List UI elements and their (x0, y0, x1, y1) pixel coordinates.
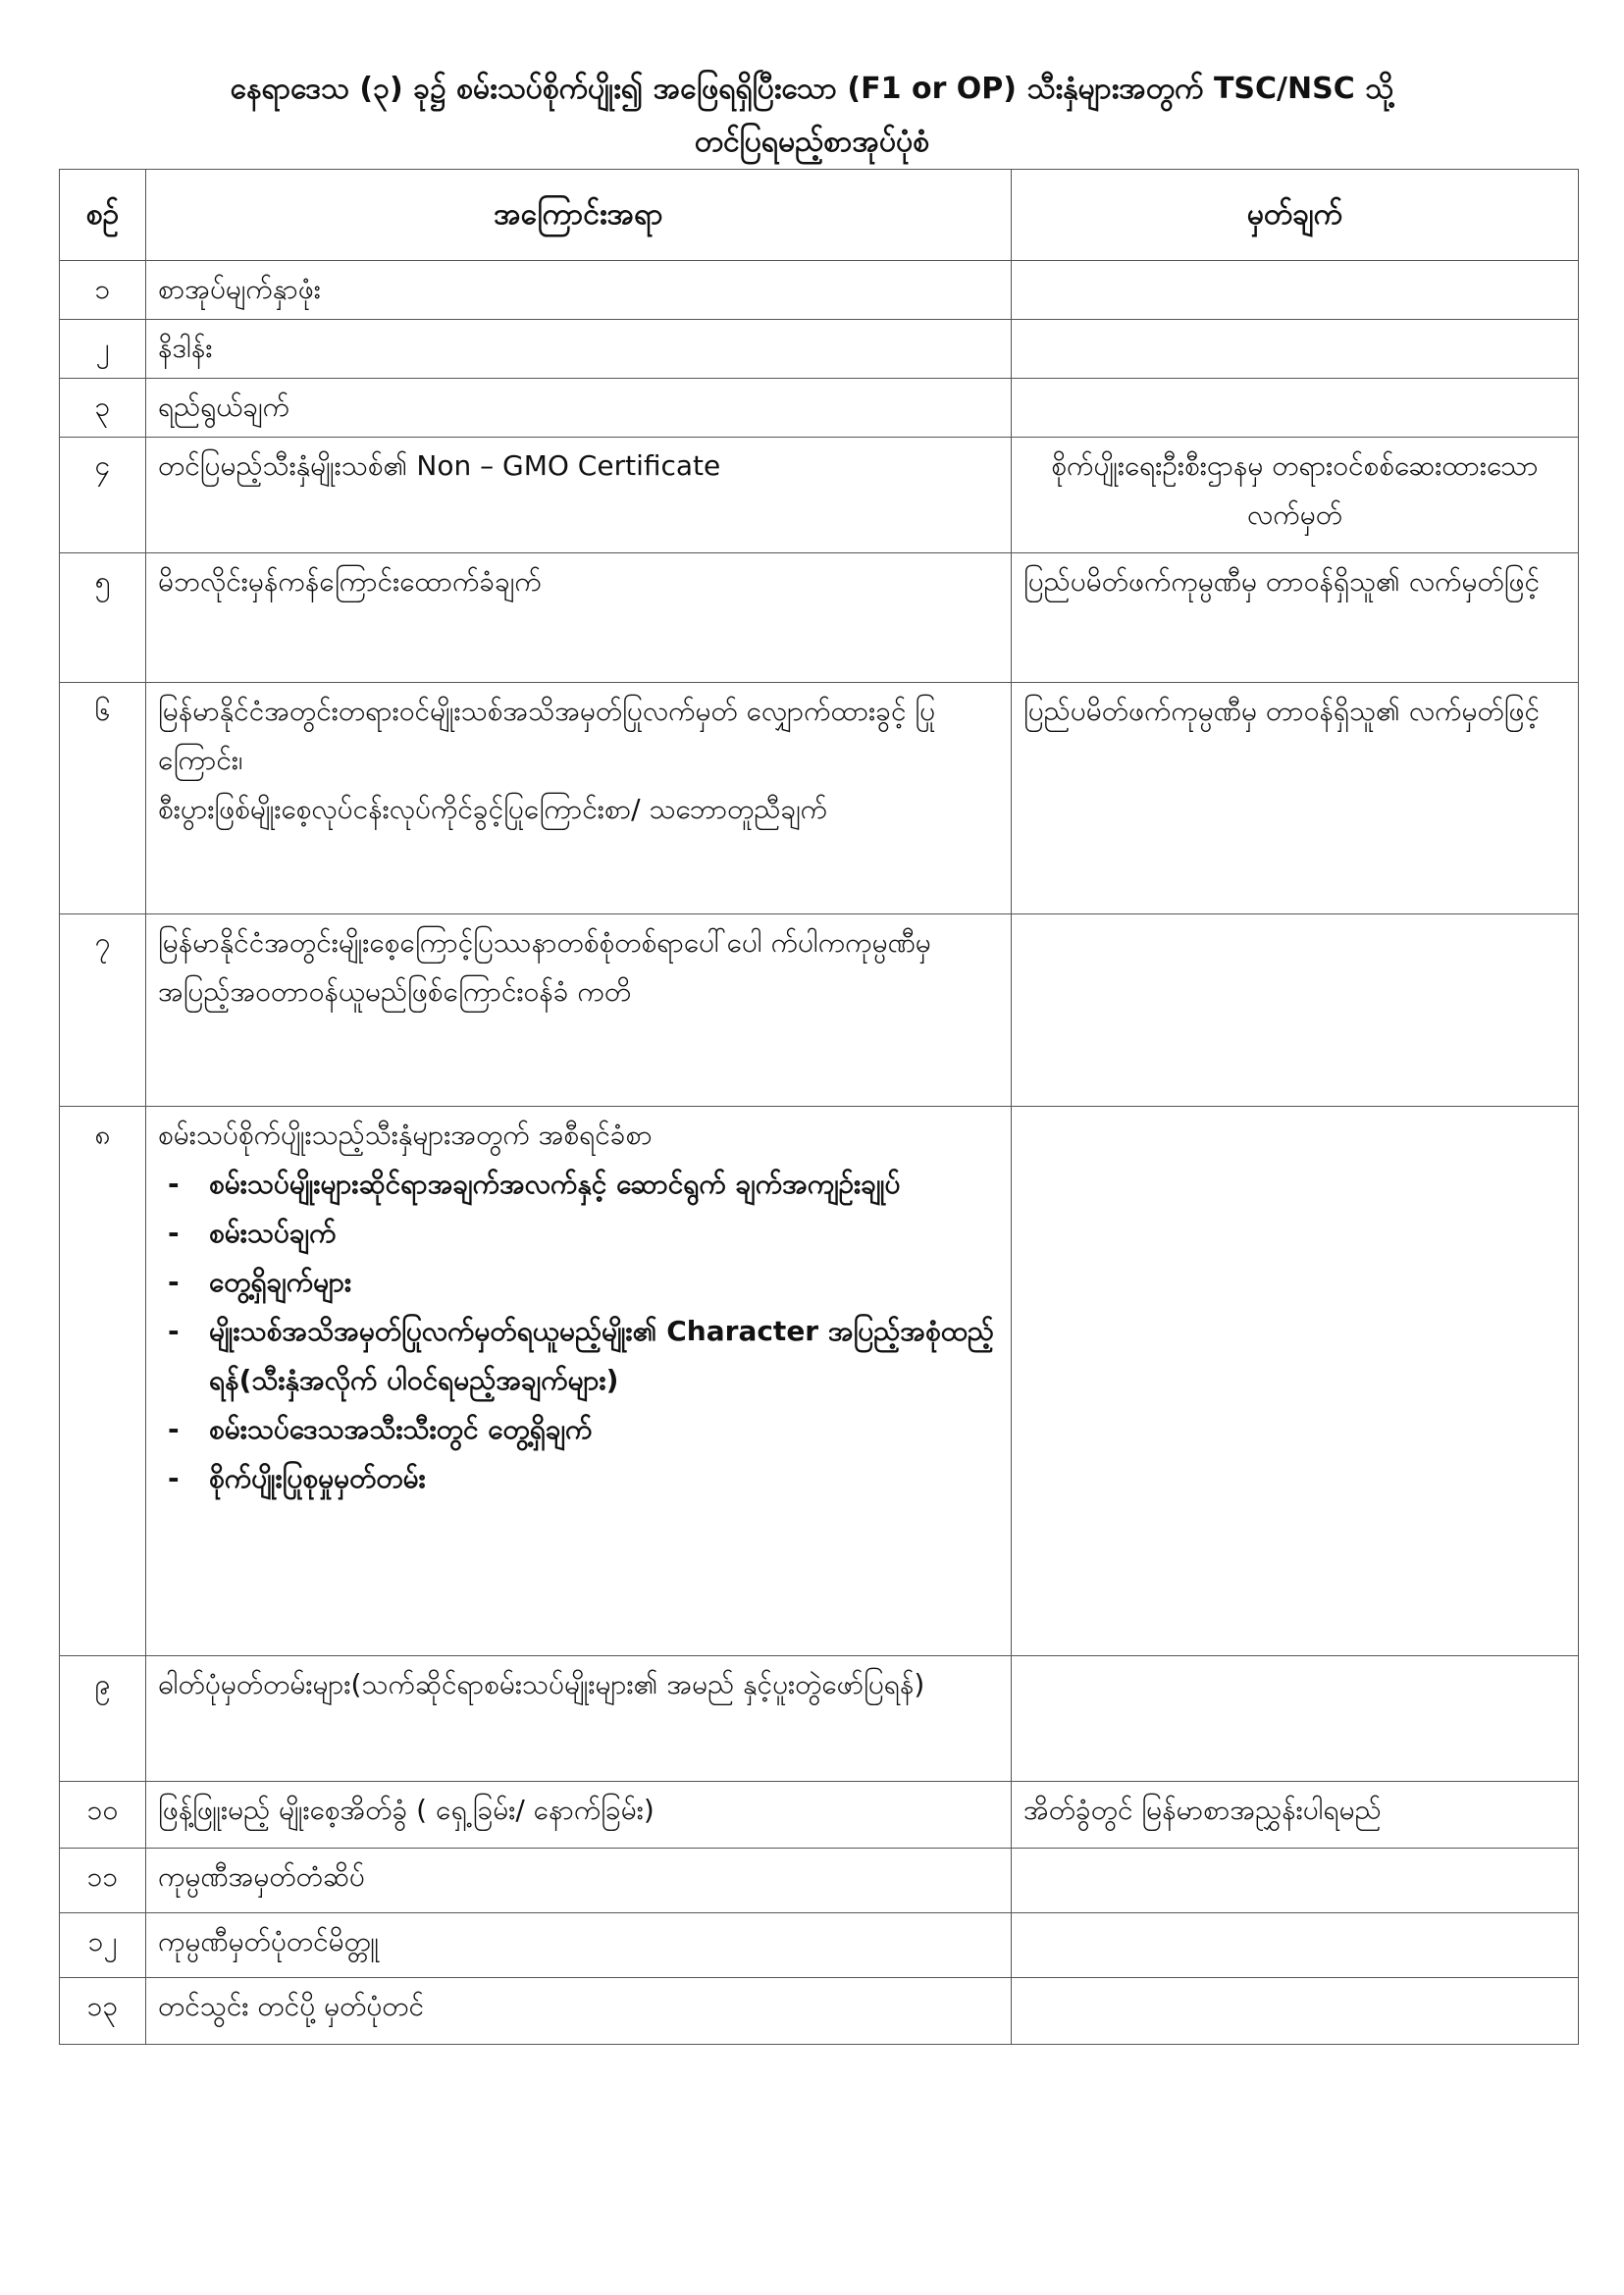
row-remark (1012, 261, 1579, 320)
list-item: - စိုက်ပျိုးပြုစုမှုမှတ်တမ်း (158, 1454, 999, 1503)
row-description-line-2: စီးပွားဖြစ်မျိုးစေ့လုပ်ငန်းလုပ်ကိုင်ခွင့်ပြုကြောင်းစာ/ သဘောတူညီချက် (158, 793, 828, 825)
table-row (60, 438, 1579, 553)
row-description: ဖြန့်ဖြူးမည့် မျိုးစေ့အိတ်ခွံ ( ရှေ့ခြမ်း/ နောက်ခြမ်း) (146, 1782, 1012, 1849)
table-row (60, 1782, 1579, 1849)
row-number: ၃ (60, 379, 146, 438)
row-remark (1012, 1913, 1579, 1978)
row-description: ကုမ္ပဏီအမှတ်တံဆိပ် (146, 1849, 1012, 1913)
table-row (60, 1107, 1579, 1656)
table-row (60, 261, 1579, 320)
header-no: စဉ် (60, 170, 146, 261)
report-contents-list (158, 1160, 999, 1503)
row-remark (1012, 320, 1579, 379)
requirements-table (59, 169, 1579, 2045)
row-number: ၁၃ (60, 1978, 146, 2045)
list-item: - တွေ့ရှိချက်များ (158, 1258, 999, 1307)
table-row (60, 914, 1579, 1107)
row-number: ၆ (60, 683, 146, 914)
list-item: - စမ်းသပ်ဒေသအသီးသီးတွင် တွေ့ရှိချက် (158, 1405, 999, 1454)
row-description: ကုမ္ပဏီမှတ်ပုံတင်မိတ္တူ (146, 1913, 1012, 1978)
row-remark: ပြည်ပမိတ်ဖက်ကုမ္ပဏီမှ တာဝန်ရှိသူ၏ လက်မှတ်ဖြင့် (1012, 683, 1579, 914)
table-row (60, 379, 1579, 438)
table-row (60, 320, 1579, 379)
report-heading: စမ်းသပ်စိုက်ပျိုးသည့်သီးနှံများအတွက် အစီရင်ခံစာ (158, 1119, 653, 1151)
row-number: ၂ (60, 320, 146, 379)
header-remark: မှတ်ချက် (1012, 170, 1579, 261)
row-number: ၁၀ (60, 1782, 146, 1849)
row-number: ၇ (60, 914, 146, 1107)
title-line-2: တင်ပြရမည့်စာအုပ်ပုံစံ (694, 125, 930, 159)
list-item: - စမ်းသပ်ချက် (158, 1209, 999, 1258)
row-remark (1012, 379, 1579, 438)
row-remark (1012, 1107, 1579, 1656)
row-description-line-1: မြန်မာနိုင်ငံအတွင်းတရားဝင်မျိုးသစ်အသိအမှတ်ပြုလက်မှတ် လျှောက်ထားခွင့် ပြုကြောင်း၊ (158, 695, 936, 776)
row-number: ၅ (60, 553, 146, 683)
row-number: ၁၂ (60, 1913, 146, 1978)
header-description: အကြောင်းအရာ (146, 170, 1012, 261)
list-item: - စမ်းသပ်မျိုးများဆိုင်ရာအချက်အလက်နှင့် ဆောင်ရွက် ချက်အကျဉ်းချုပ် (158, 1160, 999, 1209)
row-remark (1012, 1656, 1579, 1782)
row-description: မိဘလိုင်းမှန်ကန်ကြောင်းထောက်ခံချက် (146, 553, 1012, 683)
row-description: ရည်ရွယ်ချက် (146, 379, 1012, 438)
row-number: ၄ (60, 438, 146, 553)
row-description: စာအုပ်မျက်နှာဖုံး (146, 261, 1012, 320)
table-row (60, 1913, 1579, 1978)
row-description: တင်သွင်း တင်ပို့ မှတ်ပုံတင် (146, 1978, 1012, 2045)
row-number: ၁ (60, 261, 146, 320)
row-description: တင်ပြမည့်သီးနှံမျိုးသစ်၏ Non – GMO Certificate (146, 438, 1012, 553)
row-remark: ပြည်ပမိတ်ဖက်ကုမ္ပဏီမှ တာဝန်ရှိသူ၏ လက်မှတ်ဖြင့် (1012, 553, 1579, 683)
row-number: ၉ (60, 1656, 146, 1782)
row-description: မြန်မာနိုင်ငံအတွင်းမျိုးစေ့ကြောင့်ပြဿနာတစ်စုံတစ်ရာပေါ်ပေါ က်ပါကကုမ္ပဏီမှအပြည့်အဝတာဝန်ယူမည်ဖြစ်ကြောင်းဝန်ခံ ကတိ (146, 914, 1012, 1107)
row-description (146, 1107, 1012, 1656)
table-row (60, 1656, 1579, 1782)
row-remark: အိတ်ခွံတွင် မြန်မာစာအညွှန်းပါရမည် (1012, 1782, 1579, 1849)
table-row (60, 553, 1579, 683)
row-description: ဓါတ်ပုံမှတ်တမ်းများ(သက်ဆိုင်ရာစမ်းသပ်မျိုးများ၏ အမည် နှင့်ပူးတွဲဖော်ပြရန်) (146, 1656, 1012, 1782)
table-row (60, 683, 1579, 914)
title-line-1: နေရာဒေသ (၃) ခု၌ စမ်းသပ်စိုက်ပျိုး၍ အဖြေရရှိပြီးသော (F1 or OP) သီးနှံများအတွက် TSC/NSC သို့ (230, 72, 1394, 106)
row-description (146, 683, 1012, 914)
list-item: - မျိုးသစ်အသိအမှတ်ပြုလက်မှတ်ရယူမည့်မျိုး၏ Character အပြည့်အစုံထည့်ရန်(သီးနှံအလိုက် ပါဝင်ရမည့်အချက်များ) (158, 1307, 999, 1405)
row-description: နိဒါန်း (146, 320, 1012, 379)
row-remark (1012, 914, 1579, 1107)
document-title (59, 63, 1565, 169)
table-header-row (60, 170, 1579, 261)
row-remark (1012, 1978, 1579, 2045)
row-remark (1012, 1849, 1579, 1913)
row-remark: စိုက်ပျိုးရေးဦးစီးဌာနမှ တရားဝင်စစ်ဆေးထားသောလက်မှတ် (1012, 438, 1579, 553)
row-number: ၈ (60, 1107, 146, 1656)
table-row (60, 1978, 1579, 2045)
row-number: ၁၁ (60, 1849, 146, 1913)
table-row (60, 1849, 1579, 1913)
